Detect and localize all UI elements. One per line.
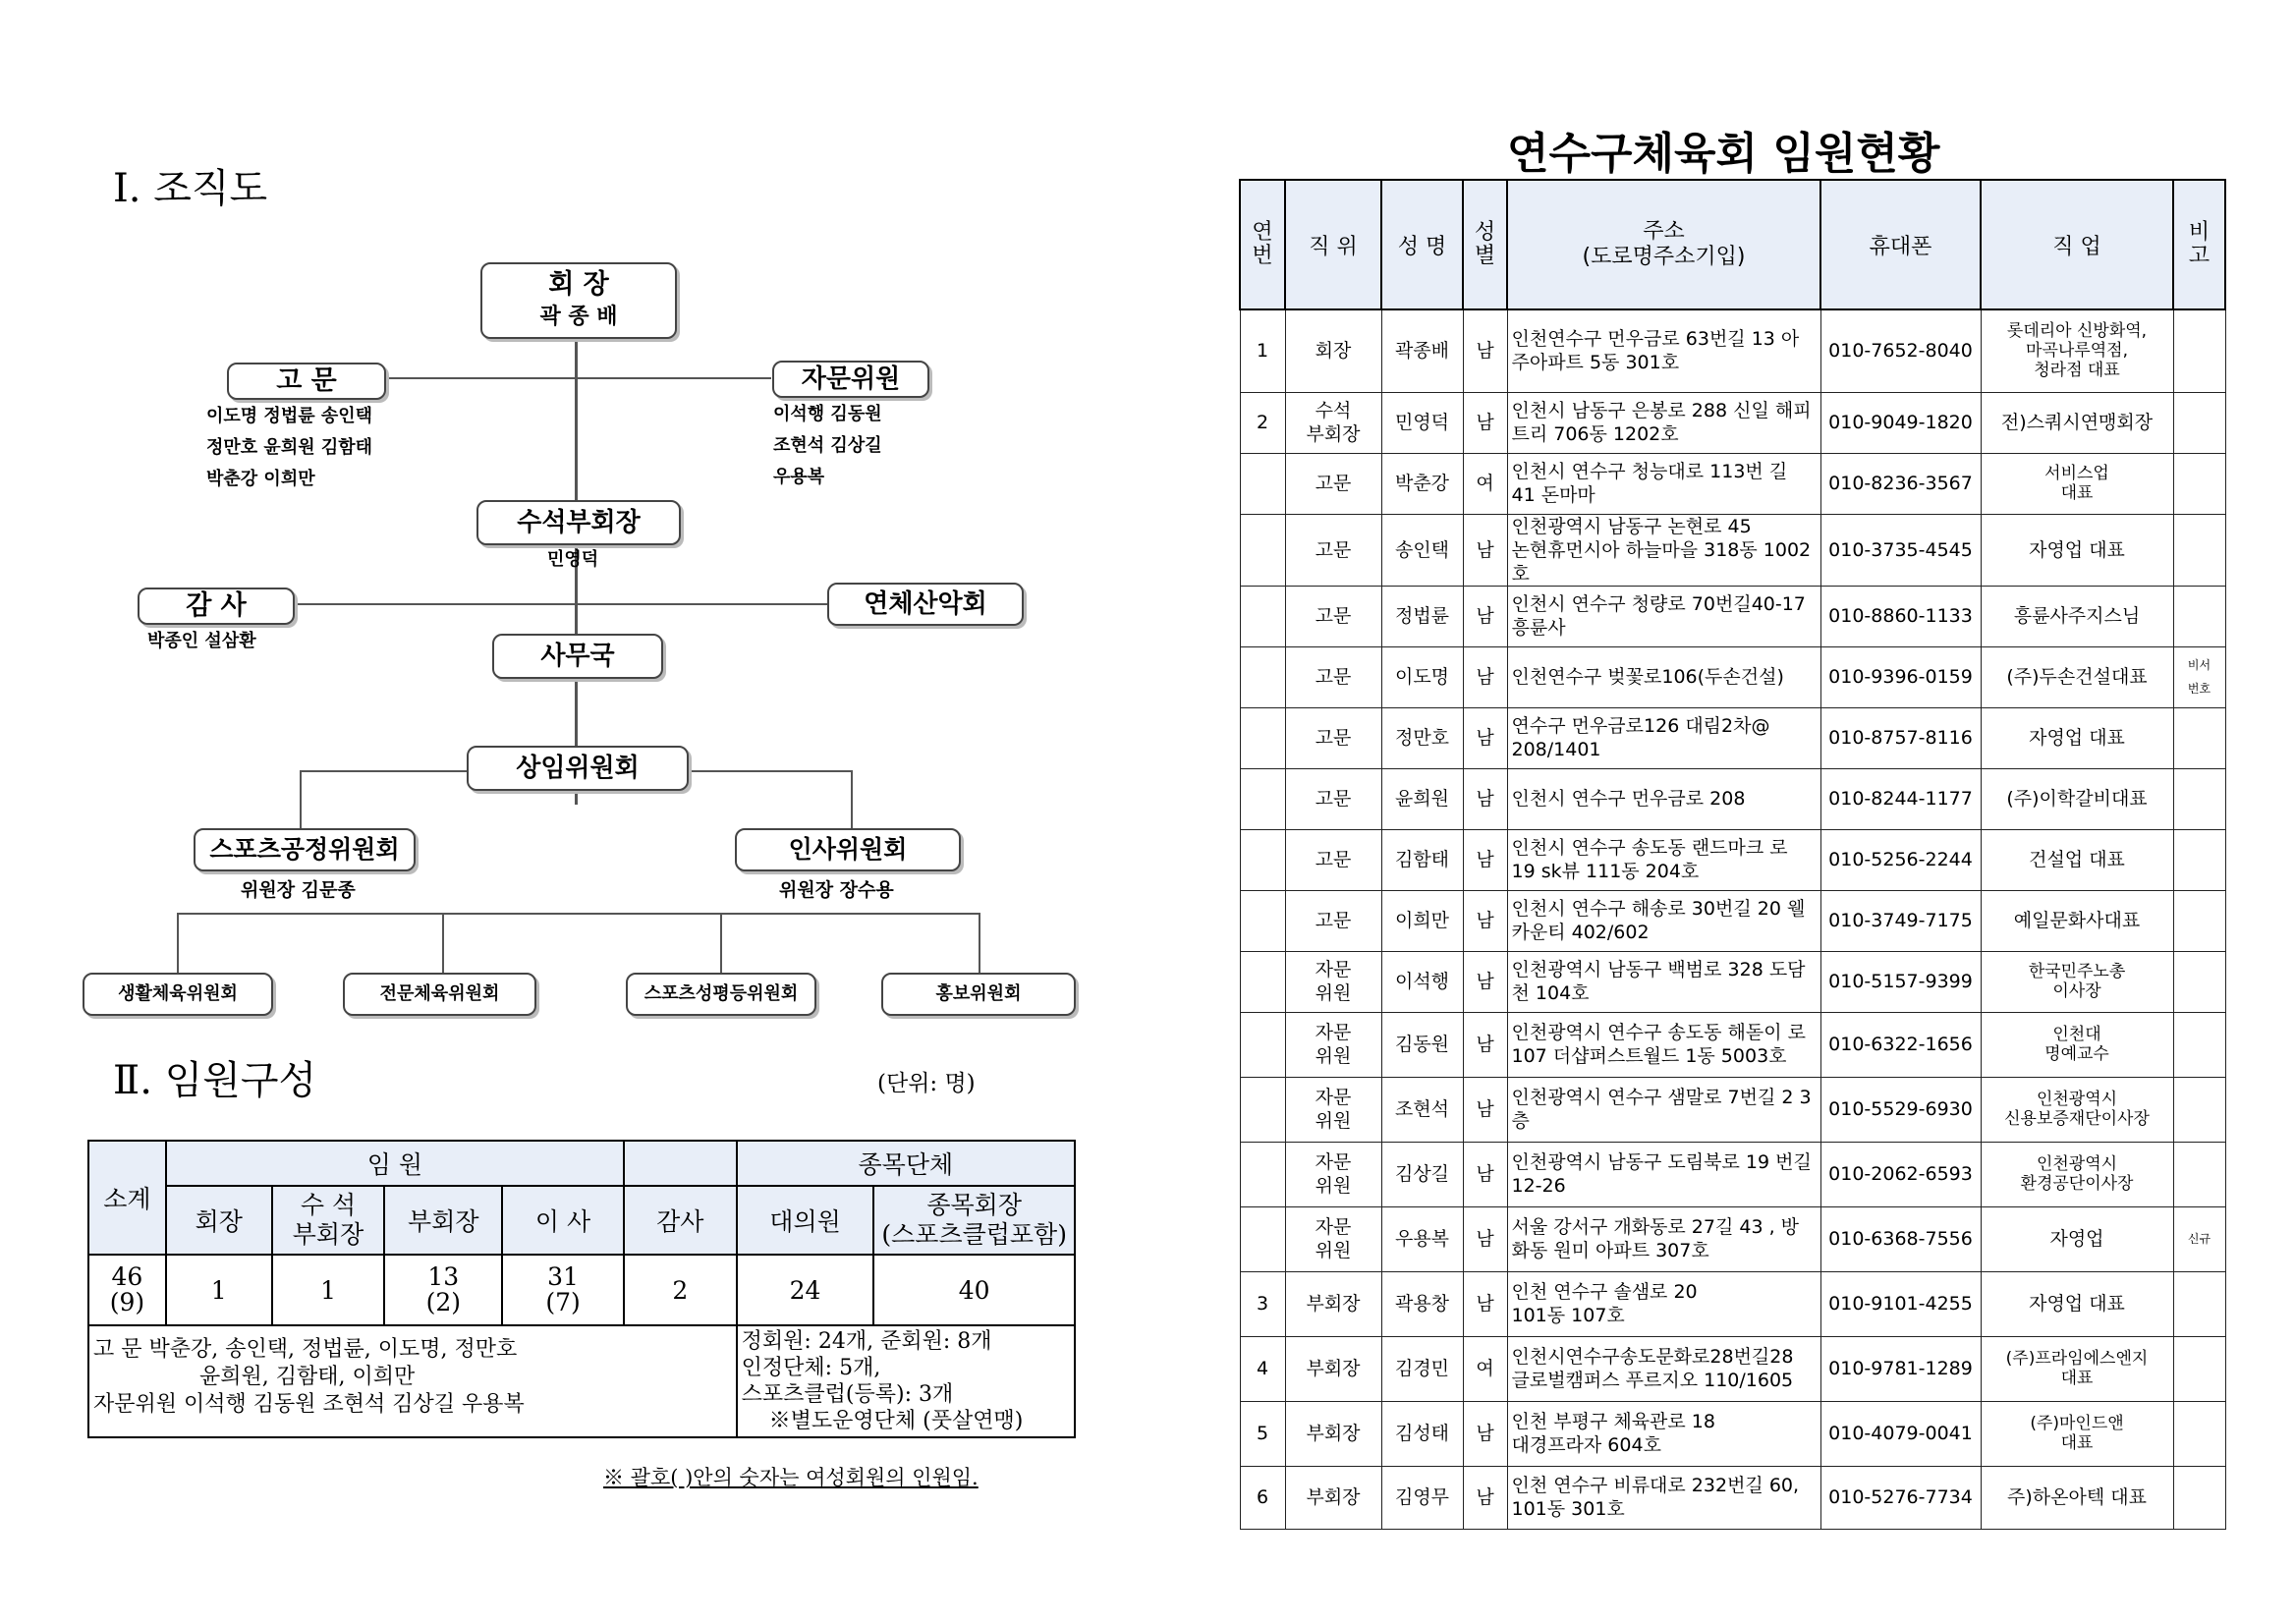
- roster-position: 자문 위원: [1285, 1077, 1381, 1142]
- roster-position: 부회장: [1285, 1336, 1381, 1401]
- svp-name: 민영덕: [547, 549, 599, 570]
- fairness-committee-box: 스포츠공정위원회: [194, 828, 416, 871]
- roster-gender: 여: [1463, 1336, 1507, 1401]
- roster-phone: 010-5256-2244: [1820, 829, 1981, 890]
- roster-name: 이희만: [1381, 890, 1463, 951]
- roster-note: [2173, 707, 2225, 768]
- roster-address: 인천광역시 남동구 백범로 328 도담천 104호: [1507, 951, 1820, 1012]
- header-job: 직 업: [1981, 180, 2173, 309]
- roster-row: [1240, 392, 2225, 453]
- value-event-head: 40: [873, 1255, 1075, 1325]
- roster-address: 인천광역시 남동구 도림북로 19 번길 12-26: [1507, 1142, 1820, 1206]
- roster-job: 자영업: [1981, 1206, 2173, 1271]
- note-line: 자문위원 이석행 김동원 조현석 김상길 우용복: [93, 1392, 525, 1417]
- header-blank: [624, 1141, 737, 1186]
- sub-committee-box: 생활체육위원회: [83, 973, 273, 1016]
- roster-row: [1240, 1271, 2225, 1336]
- roster-address: 인천시 연수구 청능대로 113번 길 41 돈마마: [1507, 453, 1820, 514]
- value-president: 1: [166, 1255, 272, 1325]
- roster-address: 인천연수구 벚꽃로106(두손건설): [1507, 646, 1820, 707]
- roster-phone: 010-9396-0159: [1820, 646, 1981, 707]
- roster-phone: 010-8244-1177: [1820, 768, 1981, 829]
- roster-note: [2173, 1336, 2225, 1401]
- roster-phone: 010-9049-1820: [1820, 392, 1981, 453]
- personnel-committee-box: 인사위원회: [735, 828, 961, 871]
- roster-position: 회장: [1285, 309, 1381, 392]
- roster-phone: 010-2062-6593: [1820, 1142, 1981, 1206]
- note-line: 윤희원, 김함태, 이희만: [199, 1365, 416, 1389]
- roster-name: 송인택: [1381, 514, 1463, 586]
- roster-row: [1240, 646, 2225, 707]
- roster-job: 전)스쿼시연맹회장: [1981, 392, 2173, 453]
- fairness-chair: 위원장 김문종: [241, 879, 356, 901]
- president-title: 회 장: [548, 269, 609, 300]
- roster-name: 조현석: [1381, 1077, 1463, 1142]
- note-line: 정회원: 24개, 준회원: 8개: [741, 1329, 992, 1354]
- value-svp: 1: [272, 1255, 385, 1325]
- roster-note: [2173, 1012, 2225, 1077]
- note-line: 인정단체: 5개,: [741, 1356, 881, 1380]
- roster-note: [2173, 586, 2225, 646]
- roster-note: [2173, 1401, 2225, 1466]
- roster-seq: 1: [1240, 309, 1285, 392]
- roster-note: [2173, 1271, 2225, 1336]
- roster-seq: [1240, 1142, 1285, 1206]
- roster-job: 서비스업 대표: [1981, 453, 2173, 514]
- roster-row: [1240, 951, 2225, 1012]
- roster-phone: 010-6368-7556: [1820, 1206, 1981, 1271]
- roster-gender: 남: [1463, 829, 1507, 890]
- roster-job: (주)마인드앤 대표: [1981, 1401, 2173, 1466]
- roster-name: 우용복: [1381, 1206, 1463, 1271]
- roster-name: 박춘강: [1381, 453, 1463, 514]
- roster-table: [1239, 179, 2226, 1530]
- header-event-head: 종목회장 (스포츠클럽포함): [873, 1186, 1075, 1255]
- header-address: 주소 (도로명주소기입): [1507, 180, 1820, 309]
- roster-position: 수석 부회장: [1285, 392, 1381, 453]
- roster-phone: 010-3749-7175: [1820, 890, 1981, 951]
- roster-gender: 남: [1463, 1012, 1507, 1077]
- footnote: ※ 괄호( )안의 숫자는 여성회원의 인원임.: [603, 1466, 979, 1489]
- roster-position: 고문: [1285, 829, 1381, 890]
- advisors-names-line: 박춘강 이희만: [206, 469, 315, 489]
- roster-gender: 남: [1463, 890, 1507, 951]
- roster-note: 신규: [2173, 1206, 2225, 1271]
- roster-note: [2173, 829, 2225, 890]
- roster-title: 연수구체육회 임원현황: [1507, 129, 1940, 179]
- roster-phone: 010-9781-1289: [1820, 1336, 1981, 1401]
- roster-row: [1240, 1142, 2225, 1206]
- roster-row: [1240, 768, 2225, 829]
- roster-job: (주)프라임에스엔지 대표: [1981, 1336, 2173, 1401]
- roster-job: (주)이학갈비대표: [1981, 768, 2173, 829]
- roster-gender: 남: [1463, 1401, 1507, 1466]
- roster-position: 부회장: [1285, 1401, 1381, 1466]
- roster-note: [2173, 1142, 2225, 1206]
- personnel-chair: 위원장 장수용: [779, 879, 894, 901]
- note-events: [737, 1325, 1075, 1437]
- roster-phone: 010-8860-1133: [1820, 586, 1981, 646]
- header-director: 이 사: [502, 1186, 624, 1255]
- value-audit: 2: [624, 1255, 737, 1325]
- roster-position: 고문: [1285, 453, 1381, 514]
- value-delegate: 24: [737, 1255, 874, 1325]
- consult-names: [773, 399, 882, 493]
- audit-names: 박종인 설삼환: [147, 631, 256, 651]
- roster-job: 인천광역시 환경공단이사장: [1981, 1142, 2173, 1206]
- roster-row: [1240, 707, 2225, 768]
- roster-name: 이도명: [1381, 646, 1463, 707]
- roster-address: 인천시 연수구 청량로 70번길40-17 흥륜사: [1507, 586, 1820, 646]
- roster-name: 김상길: [1381, 1142, 1463, 1206]
- note-advisors: [88, 1325, 737, 1437]
- header-name: 성 명: [1381, 180, 1463, 309]
- roster-note: [2173, 1077, 2225, 1142]
- connector-line: [300, 770, 302, 829]
- header-audit: 감사: [624, 1186, 737, 1255]
- roster-job: 건설업 대표: [1981, 829, 2173, 890]
- roster-seq: [1240, 707, 1285, 768]
- sub-committee-box: 홍보위원회: [881, 973, 1076, 1016]
- standing-committee-box: 상임위원회: [467, 746, 689, 791]
- roster-position: 부회장: [1285, 1271, 1381, 1336]
- roster-note: [2173, 453, 2225, 514]
- roster-job: (주)두손건설대표: [1981, 646, 2173, 707]
- roster-gender: 여: [1463, 453, 1507, 514]
- roster-gender: 남: [1463, 951, 1507, 1012]
- roster-row: [1240, 514, 2225, 586]
- roster-job: 자영업 대표: [1981, 707, 2173, 768]
- roster-position: 자문 위원: [1285, 951, 1381, 1012]
- header-officers: 임 원: [166, 1141, 624, 1186]
- roster-gender: 남: [1463, 309, 1507, 392]
- connector-line: [851, 770, 853, 829]
- roster-address: 인천시 연수구 송도동 랜드마크 로 19 sk뷰 111동 204호: [1507, 829, 1820, 890]
- roster-phone: 010-9101-4255: [1820, 1271, 1981, 1336]
- roster-name: 윤희원: [1381, 768, 1463, 829]
- roster-gender: 남: [1463, 1077, 1507, 1142]
- composition-table: [87, 1140, 1076, 1438]
- president-box: [480, 262, 677, 339]
- connector-line: [177, 913, 980, 915]
- header-note: 비 고: [2173, 180, 2225, 309]
- roster-name: 김동원: [1381, 1012, 1463, 1077]
- header-gender: 성 별: [1463, 180, 1507, 309]
- roster-address: 인천시 연수구 해송로 30번길 20 웰카운티 402/602: [1507, 890, 1820, 951]
- roster-row: [1240, 453, 2225, 514]
- roster-position: 고문: [1285, 768, 1381, 829]
- roster-position: 자문 위원: [1285, 1142, 1381, 1206]
- roster-row: [1240, 1401, 2225, 1466]
- roster-seq: [1240, 514, 1285, 586]
- roster-gender: 남: [1463, 707, 1507, 768]
- roster-seq: [1240, 768, 1285, 829]
- consult-box: 자문위원: [772, 361, 929, 398]
- connector-line: [295, 603, 829, 605]
- roster-phone: 010-4079-0041: [1820, 1401, 1981, 1466]
- roster-seq: 5: [1240, 1401, 1285, 1466]
- roster-phone: 010-5157-9399: [1820, 951, 1981, 1012]
- roster-position: 고문: [1285, 646, 1381, 707]
- roster-address: 서울 강서구 개화동로 27길 43 , 방화동 원미 아파트 307호: [1507, 1206, 1820, 1271]
- roster-seq: 6: [1240, 1466, 1285, 1529]
- roster-note: [2173, 890, 2225, 951]
- roster-name: 김경민: [1381, 1336, 1463, 1401]
- roster-seq: [1240, 951, 1285, 1012]
- roster-position: 고문: [1285, 707, 1381, 768]
- roster-seq: [1240, 586, 1285, 646]
- advisors-names-line: 이도명 정법륜 송인택: [206, 406, 373, 426]
- roster-note: [2173, 768, 2225, 829]
- roster-seq: [1240, 829, 1285, 890]
- roster-gender: 남: [1463, 1142, 1507, 1206]
- roster-phone: 010-6322-1656: [1820, 1012, 1981, 1077]
- roster-row: [1240, 1206, 2225, 1271]
- office-box: 사무국: [492, 634, 663, 679]
- header-delegate: 대의원: [737, 1186, 874, 1255]
- roster-name: 김영무: [1381, 1466, 1463, 1529]
- roster-note: 비서 번호: [2173, 646, 2225, 707]
- roster-gender: 남: [1463, 768, 1507, 829]
- connector-line: [442, 913, 444, 974]
- roster-phone: 010-5529-6930: [1820, 1077, 1981, 1142]
- unit-label: (단위: 명): [877, 1071, 976, 1096]
- roster-address: 인천시연수구송도문화로28번길28 글로벌캠퍼스 푸르지오 110/1605: [1507, 1336, 1820, 1401]
- advisors-names-line: 정만호 윤희원 김함태: [206, 437, 373, 458]
- connector-line: [720, 913, 722, 974]
- header-events: 종목단체: [737, 1141, 1075, 1186]
- roster-job: 인천대 명예교수: [1981, 1012, 2173, 1077]
- roster-gender: 남: [1463, 1206, 1507, 1271]
- consult-names-line: 우용복: [773, 467, 825, 487]
- roster-job: 예일문화사대표: [1981, 890, 2173, 951]
- note-line: ※별도운영단체 (풋살연맹): [768, 1409, 1024, 1433]
- roster-seq: 2: [1240, 392, 1285, 453]
- roster-name: 김성태: [1381, 1401, 1463, 1466]
- roster-address: 인천광역시 남동구 논현로 45 논현휴먼시아 하늘마을 318동 1002호: [1507, 514, 1820, 586]
- roster-job: 흥륜사주지스님: [1981, 586, 2173, 646]
- roster-gender: 남: [1463, 1271, 1507, 1336]
- roster-phone: 010-3735-4545: [1820, 514, 1981, 586]
- connector-line: [385, 377, 771, 379]
- roster-seq: [1240, 1077, 1285, 1142]
- roster-position: 고문: [1285, 890, 1381, 951]
- roster-name: 정법륜: [1381, 586, 1463, 646]
- advisors-names: [206, 401, 372, 495]
- svp-box: 수석부회장: [476, 500, 681, 545]
- value-vp: 13 (2): [384, 1255, 502, 1325]
- note-line: 스포츠클럽(등록): 3개: [741, 1382, 954, 1407]
- roster-name: 정만호: [1381, 707, 1463, 768]
- roster-gender: 남: [1463, 646, 1507, 707]
- roster-address: 인천시 남동구 은봉로 288 신일 해피트리 706동 1202호: [1507, 392, 1820, 453]
- roster-seq: [1240, 1012, 1285, 1077]
- value-total: 46 (9): [88, 1255, 166, 1325]
- roster-job: 한국민주노총 이사장: [1981, 951, 2173, 1012]
- org-section-title: Ⅰ. 조직도: [113, 166, 268, 211]
- roster-phone: 010-7652-8040: [1820, 309, 1981, 392]
- connector-line: [979, 913, 980, 974]
- connector-line: [177, 913, 179, 974]
- header-president: 회장: [166, 1186, 272, 1255]
- roster-note: [2173, 1466, 2225, 1529]
- roster-header-row: [1240, 180, 2225, 309]
- president-name: 곽 종 배: [539, 305, 618, 329]
- sub-committee-box: 스포츠성평등위원회: [626, 973, 816, 1016]
- roster-row: [1240, 1077, 2225, 1142]
- roster-name: 곽용창: [1381, 1271, 1463, 1336]
- roster-address: 인천 부평구 체육관로 18 대경프라자 604호: [1507, 1401, 1820, 1466]
- alliance-box: 연체산악회: [827, 583, 1024, 626]
- composition-section-title: Ⅱ. 임원구성: [113, 1058, 317, 1103]
- sub-committee-box: 전문체육위원회: [343, 973, 536, 1016]
- note-line: 고 문 박춘강, 송인택, 정법륜, 이도명, 정만호: [93, 1337, 518, 1362]
- header-seq: 연 번: [1240, 180, 1285, 309]
- roster-position: 고문: [1285, 514, 1381, 586]
- roster-row: [1240, 890, 2225, 951]
- audit-box: 감 사: [138, 588, 295, 625]
- roster-note: [2173, 309, 2225, 392]
- roster-seq: 4: [1240, 1336, 1285, 1401]
- value-director: 31 (7): [502, 1255, 624, 1325]
- roster-phone: 010-5276-7734: [1820, 1466, 1981, 1529]
- roster-address: 연수구 먼우금로126 대림2차@ 208/1401: [1507, 707, 1820, 768]
- consult-names-line: 조현석 김상길: [773, 435, 882, 456]
- roster-gender: 남: [1463, 392, 1507, 453]
- roster-address: 인천광역시 연수구 송도동 해돋이 로 107 더샵퍼스트월드 1동 5003호: [1507, 1012, 1820, 1077]
- roster-row: [1240, 829, 2225, 890]
- roster-job: 롯데리아 신방화역, 마곡나루역점, 청라점 대표: [1981, 309, 2173, 392]
- roster-gender: 남: [1463, 586, 1507, 646]
- roster-seq: [1240, 453, 1285, 514]
- roster-job: 주)하온아텍 대표: [1981, 1466, 2173, 1529]
- roster-note: [2173, 392, 2225, 453]
- header-total: 소계: [88, 1141, 166, 1255]
- roster-gender: 남: [1463, 514, 1507, 586]
- roster-address: 인천시 연수구 먼우금로 208: [1507, 768, 1820, 829]
- roster-name: 김함태: [1381, 829, 1463, 890]
- roster-position: 고문: [1285, 586, 1381, 646]
- consult-names-line: 이석행 김동원: [773, 404, 882, 424]
- header-svp: 수 석 부회장: [272, 1186, 385, 1255]
- roster-phone: 010-8236-3567: [1820, 453, 1981, 514]
- roster-row: [1240, 586, 2225, 646]
- advisors-box: 고 문: [227, 363, 386, 400]
- roster-row: [1240, 1012, 2225, 1077]
- roster-address: 인천연수구 먼우금로 63번길 13 아주아파트 5동 301호: [1507, 309, 1820, 392]
- roster-address: 인천 연수구 비류대로 232번길 60, 101동 301호: [1507, 1466, 1820, 1529]
- roster-address: 인천광역시 연수구 샘말로 7번길 2 3층: [1507, 1077, 1820, 1142]
- roster-row: [1240, 1466, 2225, 1529]
- roster-row: [1240, 309, 2225, 392]
- roster-seq: [1240, 890, 1285, 951]
- roster-note: [2173, 951, 2225, 1012]
- roster-name: 이석행: [1381, 951, 1463, 1012]
- roster-seq: [1240, 1206, 1285, 1271]
- header-phone: 휴대폰: [1820, 180, 1981, 309]
- roster-position: 자문 위원: [1285, 1012, 1381, 1077]
- roster-address: 인천 연수구 솔샘로 20 101동 107호: [1507, 1271, 1820, 1336]
- roster-position: 부회장: [1285, 1466, 1381, 1529]
- roster-phone: 010-8757-8116: [1820, 707, 1981, 768]
- header-position: 직 위: [1285, 180, 1381, 309]
- roster-gender: 남: [1463, 1466, 1507, 1529]
- roster-position: 자문 위원: [1285, 1206, 1381, 1271]
- roster-job: 인천광역시 신용보증재단이사장: [1981, 1077, 2173, 1142]
- roster-name: 민영덕: [1381, 392, 1463, 453]
- roster-name: 곽종배: [1381, 309, 1463, 392]
- roster-row: [1240, 1336, 2225, 1401]
- roster-seq: [1240, 646, 1285, 707]
- roster-note: [2173, 514, 2225, 586]
- header-vp: 부회장: [384, 1186, 502, 1255]
- roster-job: 자영업 대표: [1981, 514, 2173, 586]
- roster-job: 자영업 대표: [1981, 1271, 2173, 1336]
- roster-seq: 3: [1240, 1271, 1285, 1336]
